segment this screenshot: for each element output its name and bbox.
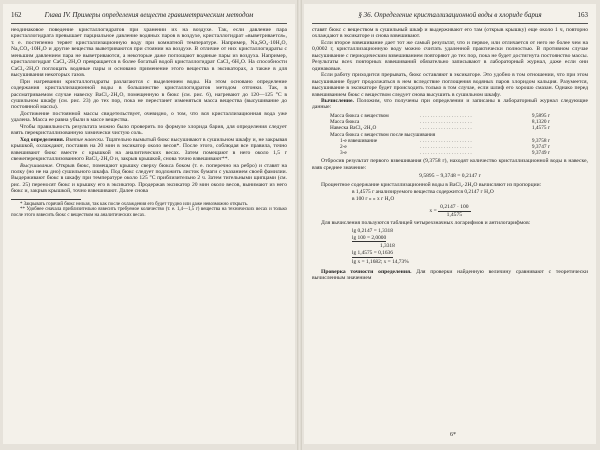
data-table — [330, 113, 588, 156]
footnote: * Закрывать горячий бюкс нельзя, так как после охлаждения его будет трудно или даже невозможно открыть. — [20, 201, 249, 207]
signature-mark: 6* — [450, 432, 456, 438]
table-row: Масса бюкса с веществом . . . . . . . . . . . . . . . . . . . . 9,5895 г — [330, 112, 550, 119]
log-line-text: lg 100 = 2,0000 — [352, 234, 387, 241]
table-row: Масса бюкса . . . . . . . . . . . . . . . . . . . . 8,1320 г — [330, 119, 550, 126]
left-page-header — [11, 10, 287, 24]
right-page-number: 163 — [577, 11, 588, 19]
left-running-title: Глава IV. Примеры определения веществ гравиметрическим методом — [44, 11, 254, 19]
row-value: 9,5895 г — [531, 112, 550, 119]
section-calculation — [312, 98, 588, 111]
right-running-title: § 36. Определение кристаллизационной воды в хлориде бария — [358, 11, 542, 19]
row-label: 1-е взвешивание — [340, 137, 378, 144]
book-gutter — [297, 0, 302, 450]
paragraph: Процентное содержание кристаллизационной воды в BaCl₂·2H₂O вычисляют из пропорции: — [321, 181, 542, 188]
proportion-line: в 100 г » » x г H₂O — [352, 196, 395, 203]
paragraph: Если второе взвешивание дает тот же самый результат, что и первое, или отличается от него не более чем на 0,0002 г, кристаллизационную воду можно считать удаленной практически полностью. В противном случае высушивание с периодическим взвешиванием повторяют до тех пор, пока не будет достигнута постоянство массы. Результаты всех повторных взвешиваний обязательно записывают в лабораторный журнал, даже если они одинаковые. — [312, 39, 588, 72]
paragraph: Для вычисления пользуются таблицей четырехзначных логарифмов и антилогарифмов: — [321, 220, 531, 227]
section-title: Проверка точности определения. — [321, 268, 412, 275]
paragraph: Отбросив результат первого взвешивания (9,3758 г), находят количество кристаллизационной воды в навеске, взяв среднее значение: — [312, 158, 588, 171]
footnote-divider — [11, 199, 81, 200]
left-page-body — [3, 27, 295, 219]
section-check — [312, 269, 588, 282]
paragraph: Чтобы правильность результата можно было проверить по формуле хлорида бария, для определения следует взять перекристаллизованную химически чистую соль. — [11, 123, 287, 137]
formula-water-mass: 9,5895 − 9,3748 = 0,2147 г — [419, 173, 481, 180]
paragraph: При нагревании кристаллогидраты разлагаются с выделением воды. На этом основано определение содержания кристаллизационной воды в большинстве кристаллогидратов методом отгонки. Так, в рассматриваемом случае навеску BaCl₂·2H₂O, помещенную в бюкс (см. рис. 6), нагревают до 120—125 °С в сушильном шкафу (см. рис. 23) до тех пор, пока не перестанет изменяться масса вещества (высушивание до постоянной массы). — [11, 78, 287, 111]
formula-left: x = — [429, 208, 437, 215]
section-procedure — [11, 137, 287, 163]
log-line — [352, 235, 588, 242]
log-line-text: lg 1,4575 = 0,1636 — [352, 250, 393, 257]
row-label: Масса бюкса с веществом после высушивания — [330, 131, 436, 138]
row-value: 9,3749 г — [531, 150, 550, 157]
left-page — [3, 4, 295, 444]
section-text: Положим, что получены при определении и записаны в лабораторный журнал следующие данные: — [312, 97, 589, 111]
section-text: Открыв бюкс, помещают крышку сверху бюкса боком (т. е. поперечно на ребро) и ставят на полку (но не на дно) сушильного шкафа. Под бюкс следует подложить листок бумаги с указанием своей фамилии. Выдерживают бюкс в шкафу при температуре около 125 °С приблизительно 2 ч. Затем тигельными щипцами (см. рис. 25) переносят бюкс и крышку его в эксикатор. Продержав эксикатор 20 мин около весов, вынимают из него бюкс и, закрыв крышкой, точно взвешивают. Далее снова — [11, 162, 287, 195]
table-row: 1-е взвешивание . . . . . . . . . . . . . . . . . . . . 9,3758 г — [330, 138, 588, 144]
footnote: ** Удобнее сначала приблизительно взвесить требуемое количество (т. е. 1,4—1,5 г) вещества на технических весах и только после этого взвесить бюкс с веществом на аналитических весах. — [11, 207, 287, 218]
row-label: Масса бюкса с веществом — [330, 112, 389, 119]
table-row: 2-е . . . . . . . . . . . . . . . . . . . . 9,3747 г — [330, 144, 588, 150]
fraction — [438, 204, 470, 218]
section-text: Для проверки найденную величину сравнивают с теоретически вычисленным значением — [312, 268, 588, 282]
right-page-header — [312, 10, 588, 24]
paragraph: ставят бюкс с веществом в сушильный шкаф и выдерживают его там (открыв крышку) еще около 1 ч, повторно охлаждают в эксикаторе и снова взвешивают. — [312, 27, 588, 40]
section-title: Вычисление. — [321, 97, 354, 104]
paragraph: неодинаковое поведение кристаллогидратов при хранении их на воздухе. Так, если давление пара кристаллогидрата превышает парциальное давление водяных паров в воздухе, кристаллогидрат «выветривается», т. е. постепенно теряет кристаллизационную воду при комнатной температуре. Например, Na₂SO₄·10H₂O, Na₂CO₃·10H₂O и другие вещества выветриваются при стоянии на воздухе. В отличие от них кристаллогидраты с меньшим давлением пара не выветриваются, а некоторые даже поглощают водяные пары из воздуха. Например, кристаллогидрат CaCl₂·2H₂O превращается в более богатый водой кристаллогидрат CaCl₂·6H₂O. На способности CaCl₂·2H₂O поглощать водяные пары и основано применение этого вещества в эксикаторах, а также в для высушивания некоторых газов. — [11, 27, 287, 79]
section-title: Высушивание. — [20, 162, 54, 169]
fraction-numerator: 0,2147 · 100 — [440, 204, 469, 211]
formula-percent — [312, 204, 588, 218]
row-label: 2-е — [340, 143, 347, 150]
section-title: Ход определения. — [20, 136, 65, 143]
row-value: 9,3747 г — [531, 143, 550, 150]
log-line: 1,3318 — [380, 243, 395, 250]
row-label: 3-е — [340, 150, 347, 157]
fraction-denominator: 1,4575 — [446, 211, 463, 218]
log-line: lg 0,2147 = 1,3318 — [352, 227, 393, 234]
table-row: 3-е . . . . . . . . . . . . . . . . . . . . 9,3749 г — [330, 150, 588, 156]
right-page — [304, 4, 596, 444]
proportion-line: в 1,4575 г анализируемого вещества содержится 0,2147 г H₂O — [352, 189, 494, 196]
paragraph: Если работу приходится прерывать, бюкс оставляют в эксикаторе. Это удобно в том отношении, что при этом высушивание будет продолжаться в нем вследствие поглощения водяных паров хлоридом кальция. Разумеется, высушивание в эксикаторе будет происходить только в том случае, если шлиф его хорошо смазан. Однако перед взвешиванием бюкс с веществом следует снова высушить в сушильном шкафу. — [312, 72, 588, 98]
row-value: 1,4575 г — [531, 125, 550, 132]
right-page-body — [304, 27, 596, 282]
left-page-number: 162 — [11, 11, 22, 19]
paragraph: Достижение постоянной массы свидетельствует, очевидно, о том, что вся кристаллизационная вода уже удалена. Масса ее равна убыли в массе вещества. — [11, 110, 287, 124]
row-label: Масса бюкса — [330, 119, 360, 126]
row-value: 9,3758 г — [531, 137, 550, 144]
log-line — [352, 250, 588, 257]
log-line: lg x = 1,1682; x = 14,73% — [352, 258, 409, 265]
row-label: Навеска BaCl₂·2H₂O — [330, 125, 377, 132]
section-text: Тщательно вымытый бюкс высушивают в сушильном шкафу и, не закрывая крышкой, охлаждают, поставив на 20 мин в эксикатор около весов*. После этого, соблюдая все правила, точно взвешивают бюкс вместе с крышкой на аналитических весах. Затем помещают в него около 1,5 г свежеперекристаллизованного BaCl₂·2H₂O и, закрыв крышкой, снова точно взвешивают**. — [11, 136, 287, 163]
section-drying — [11, 163, 287, 195]
section-subtitle: Взятие навески. — [65, 136, 105, 143]
row-value: 8,1320 г — [531, 119, 550, 126]
table-row: Навеска BaCl₂·2H₂O . . . . . . . . . . . . . . . . . . . . 1,4575 г — [330, 125, 550, 132]
